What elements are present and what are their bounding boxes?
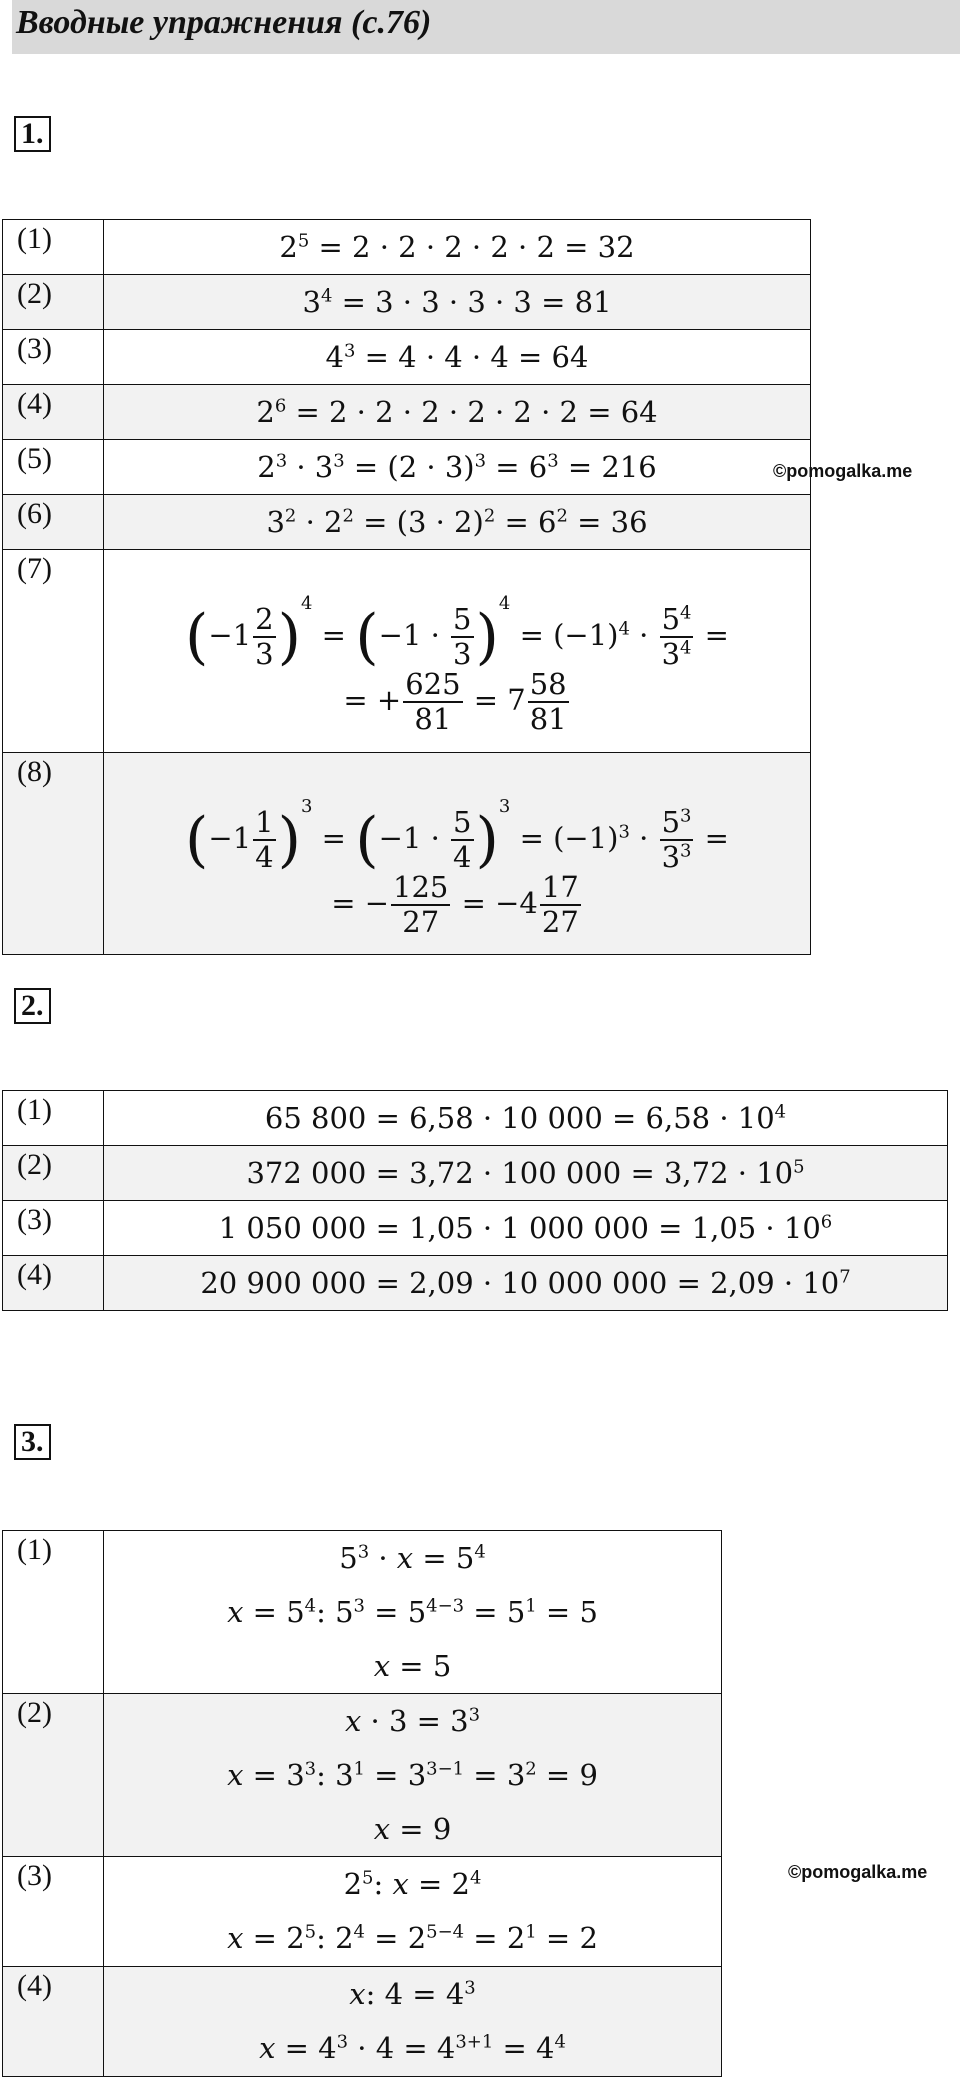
row-label: (4) (3, 1256, 104, 1311)
math-expression: (−1 $\frac{1}{4}$ )$^3$ = (−1 · $\frac{5}{4}$ )$^3 = (-1)^3$ · $\frac{5^3}{3^3}$ = = − $\frac{125}{27}$ = −4 $\frac{17}{27}$ (104, 753, 811, 955)
row-label: (3) (3, 330, 104, 385)
math-expression: (−1 $\frac{2}{3}$ )$^4$ = (−1 · $\frac{5}{3}$ )$^4 = (-1)^4$ · $\frac{5^4}{3^4}$ = = + $\frac{625}{81}$ = 7 $\frac{58}{81}$ (104, 550, 811, 753)
math-expression: $4^3 = 4 \cdot 4 \cdot 4 = 64$ (104, 330, 811, 385)
math-expression: 20 900 000 = 2,09 · 10 000 $000 = 2,09 \cdot 10^7$ (104, 1256, 948, 1311)
exercise-2-table (2, 1090, 948, 1311)
math-expression: $2^5$: $x = 2^4$ $x = 2^5$: $2^4 = 2^{5-4} = 2^1 = 2$ (104, 1857, 722, 1967)
math-expression: 1 050 000 = 1,05 · 1 000 $000 = 1,05 \cdot 10^6$ (104, 1201, 948, 1256)
table-row (3, 753, 811, 955)
row-label: (5) (3, 440, 104, 495)
math-expression: $2^6 = 2 \cdot 2 \cdot 2 \cdot 2 \cdot 2 \cdot 2 = 64$ (104, 385, 811, 440)
math-expression: $5^3 \cdot x = 5^4$ $x = 5^4$: $5^3 = 5^{4-3} = 5^1 = 5$ x = 5 (104, 1531, 722, 1694)
math-expression: $2^3 \cdot 3^3 = (2 \cdot 3)^3 = 6^3 = 216$ (104, 440, 811, 495)
table-row (3, 1967, 722, 2077)
table-row (3, 1201, 948, 1256)
table-row (3, 1146, 948, 1201)
exercise-1-table (2, 219, 811, 955)
exercise-number-3: 3. (14, 1424, 51, 1460)
table-row (3, 1256, 948, 1311)
row-label: (8) (3, 753, 104, 955)
row-label: (3) (3, 1201, 104, 1256)
table-row (3, 330, 811, 385)
row-label: (3) (3, 1857, 104, 1967)
row-label: (1) (3, 220, 104, 275)
table-row (3, 550, 811, 753)
row-label: (2) (3, 275, 104, 330)
exercise-3-table (2, 1530, 722, 2077)
table-row (3, 440, 811, 495)
math-expression: $2^5 = 2 \cdot 2 \cdot 2 \cdot 2 \cdot 2 = 32$ (104, 220, 811, 275)
math-expression: $x \cdot 3 = 3^3$ $x = 3^3$: $3^1 = 3^{3-1} = 3^2 = 9$ x = 9 (104, 1694, 722, 1857)
table-row (3, 275, 811, 330)
table-row (3, 1694, 722, 1857)
row-label: (4) (3, 1967, 104, 2077)
row-label: (6) (3, 495, 104, 550)
section-header (12, 0, 960, 54)
table-row (3, 220, 811, 275)
row-label: (4) (3, 385, 104, 440)
table-row (3, 1091, 948, 1146)
watermark: ©pomogalka.me (788, 1862, 928, 1882)
row-label: (1) (3, 1531, 104, 1694)
table-row (3, 495, 811, 550)
watermark: ©pomogalka.me (773, 461, 913, 481)
math-expression: 372 000 = 3,72 · 100 $000 = 3,72 \cdot 10^5$ (104, 1146, 948, 1201)
row-label: (2) (3, 1146, 104, 1201)
table-row (3, 1531, 722, 1694)
table-row (3, 1857, 722, 1967)
row-label: (2) (3, 1694, 104, 1857)
math-expression: $3^2 \cdot 2^2 = (3 \cdot 2)^2 = 6^2 = 36$ (104, 495, 811, 550)
math-expression: $3^4 = 3 \cdot 3 \cdot 3 \cdot 3 = 81$ (104, 275, 811, 330)
exercise-number-1: 1. (14, 116, 51, 152)
row-label: (1) (3, 1091, 104, 1146)
math-expression: x: $4 = 4^3$ $x = 4^3 \cdot 4 = 4^{3+1} = 4^4$ (104, 1967, 722, 2077)
exercise-number-2: 2. (14, 988, 51, 1024)
table-row (3, 385, 811, 440)
math-expression: 65 800 = 6,58 · 10 $000 = 6,58 \cdot 10^4$ (104, 1091, 948, 1146)
section-title: Вводные упражнения (с.76) (16, 4, 432, 41)
row-label: (7) (3, 550, 104, 753)
